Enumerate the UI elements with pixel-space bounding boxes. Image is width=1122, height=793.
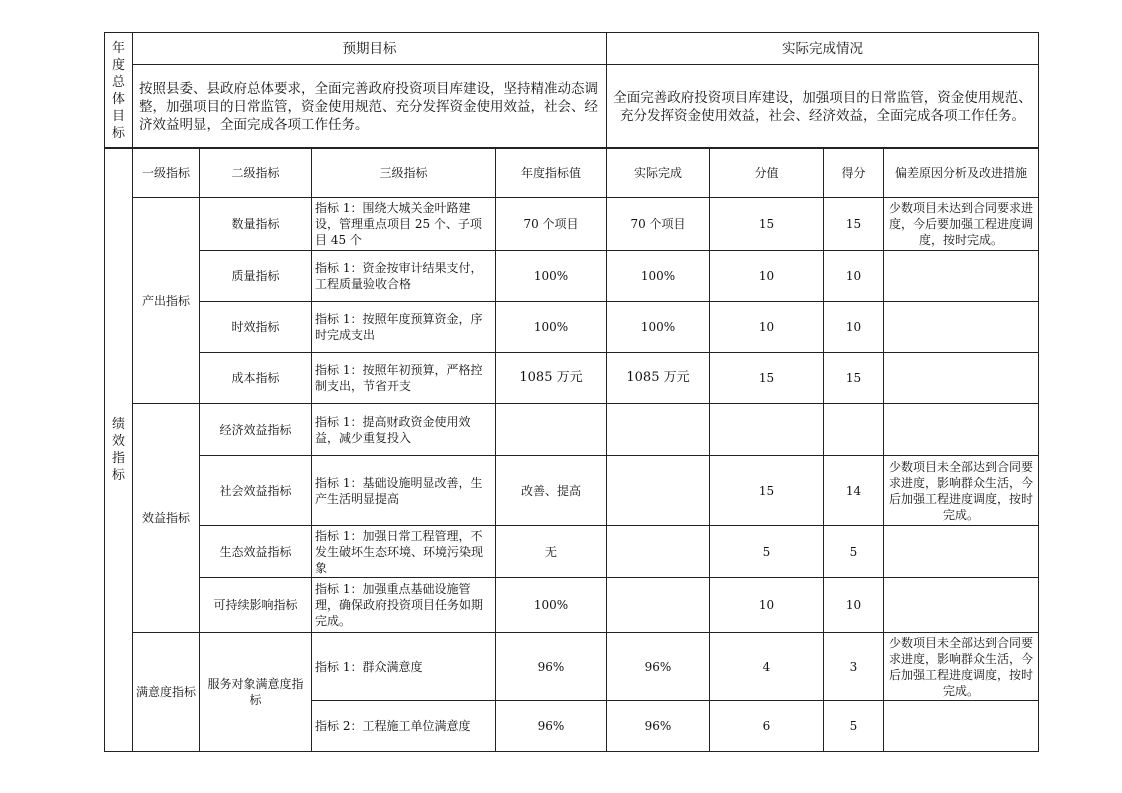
target-cell: 100% [496,302,607,353]
level3-cell: 指标 1：提高财政资金使用效益，减少重复投入 [312,404,496,456]
level3-cell: 指标 1：群众满意度 [312,633,496,701]
overall-goals-table [104,32,1039,149]
header-deviation: 偏差原因分析及改进措施 [884,148,1039,198]
actual-cell: 100% [607,302,710,353]
points-cell: 15 [710,198,824,251]
expected-goal-text: 按照县委、县政府总体要求，全面完善政府投资项目库建设，坚持精准动态调整，加强项目的日常监管，资金使用规范、充分发挥资金使用效益，社会、经济效益明显，全面完成各项工作任务。 [133,65,607,149]
level3-cell: 指标 1：加强日常工程管理，不发生破坏生态环境、环境污染现象 [312,526,496,578]
points-cell [710,404,824,456]
note-cell [884,404,1039,456]
target-cell: 无 [496,526,607,578]
level3-cell: 指标 1：围绕大城关金叶路建设，管理重点项目 25 个、子项目 45 个 [312,198,496,251]
actual-cell: 100% [607,251,710,302]
level2-cell: 成本指标 [200,353,312,404]
score-cell: 15 [824,353,884,404]
level2-cell: 经济效益指标 [200,404,312,456]
score-cell: 10 [824,302,884,353]
note-cell: 少数项目未全部达到合同要求进度，影响群众生活，今后加强工程进度调度，按时完成。 [884,456,1039,526]
table-row [105,251,1039,302]
table-row [105,633,1039,701]
table-row [105,302,1039,353]
note-cell [884,302,1039,353]
target-cell: 100% [496,251,607,302]
target-cell [496,404,607,456]
points-cell: 10 [710,251,824,302]
table-row [105,404,1039,456]
points-cell: 4 [710,633,824,701]
header-points: 分值 [710,148,824,198]
header-level1: 一级指标 [133,148,200,198]
note-cell [884,701,1039,752]
score-cell [824,404,884,456]
actual-cell [607,404,710,456]
actual-cell [607,456,710,526]
points-cell: 6 [710,701,824,752]
points-cell: 5 [710,526,824,578]
target-cell: 100% [496,578,607,633]
note-cell [884,353,1039,404]
score-cell: 5 [824,701,884,752]
level2-cell: 服务对象满意度指标 [200,633,312,752]
expected-goal-header: 预期目标 [133,33,607,65]
group-benefit: 效益指标 [133,404,200,633]
header-actual: 实际完成 [607,148,710,198]
perf-indicator-label: 绩效指标 [105,148,133,752]
table-row [105,456,1039,526]
note-cell: 少数项目未全部达到合同要求进度，影响群众生活，今后加强工程进度调度，按时完成。 [884,633,1039,701]
actual-cell: 70 个项目 [607,198,710,251]
level2-cell: 可持续影响指标 [200,578,312,633]
header-level2: 二级指标 [200,148,312,198]
table-row [105,198,1039,251]
target-cell: 96% [496,633,607,701]
level3-cell: 指标 1：按照年度预算资金，序时完成支出 [312,302,496,353]
target-cell: 96% [496,701,607,752]
actual-completion-header: 实际完成情况 [607,33,1039,65]
note-cell: 少数项目未达到合同要求进度，今后要加强工程进度调度，按时完成。 [884,198,1039,251]
score-cell: 5 [824,526,884,578]
level3-cell: 指标 1：按照年初预算，严格控制支出，节省开支 [312,353,496,404]
points-cell: 10 [710,578,824,633]
table-row [105,526,1039,578]
target-cell: 70 个项目 [496,198,607,251]
level3-cell: 指标 1：资金按审计结果支付，工程质量验收合格 [312,251,496,302]
score-cell: 14 [824,456,884,526]
header-annual-target: 年度指标值 [496,148,607,198]
points-cell: 15 [710,456,824,526]
level3-cell: 指标 1：基础设施明显改善，生产生活明显提高 [312,456,496,526]
level2-cell: 社会效益指标 [200,456,312,526]
target-cell: 改善、提高 [496,456,607,526]
header-score: 得分 [824,148,884,198]
table-row [105,353,1039,404]
level2-cell: 时效指标 [200,302,312,353]
note-cell [884,251,1039,302]
actual-completion-text: 全面完善政府投资项目库建设，加强项目的日常监管，资金使用规范、充分发挥资金使用效益，社会、经济效益，全面完成各项工作任务。 [607,65,1039,149]
level2-cell: 数量指标 [200,198,312,251]
target-cell: 1085 万元 [496,353,607,404]
actual-cell: 96% [607,701,710,752]
table-row [105,578,1039,633]
header-level3: 三级指标 [312,148,496,198]
actual-cell [607,526,710,578]
group-output: 产出指标 [133,198,200,404]
actual-cell [607,578,710,633]
performance-indicator-table [104,147,1039,752]
annual-goal-label: 年度总体目标 [105,33,133,149]
points-cell: 10 [710,302,824,353]
level3-cell: 指标 2：工程施工单位满意度 [312,701,496,752]
level2-cell: 质量指标 [200,251,312,302]
actual-cell: 1085 万元 [607,353,710,404]
level3-cell: 指标 1：加强重点基础设施管理，确保政府投资项目任务如期完成。 [312,578,496,633]
note-cell [884,526,1039,578]
points-cell: 15 [710,353,824,404]
level2-cell: 生态效益指标 [200,526,312,578]
actual-cell: 96% [607,633,710,701]
score-cell: 10 [824,578,884,633]
score-cell: 15 [824,198,884,251]
group-satisfaction: 满意度指标 [133,633,200,752]
note-cell [884,578,1039,633]
score-cell: 3 [824,633,884,701]
score-cell: 10 [824,251,884,302]
header-row [105,148,1039,198]
